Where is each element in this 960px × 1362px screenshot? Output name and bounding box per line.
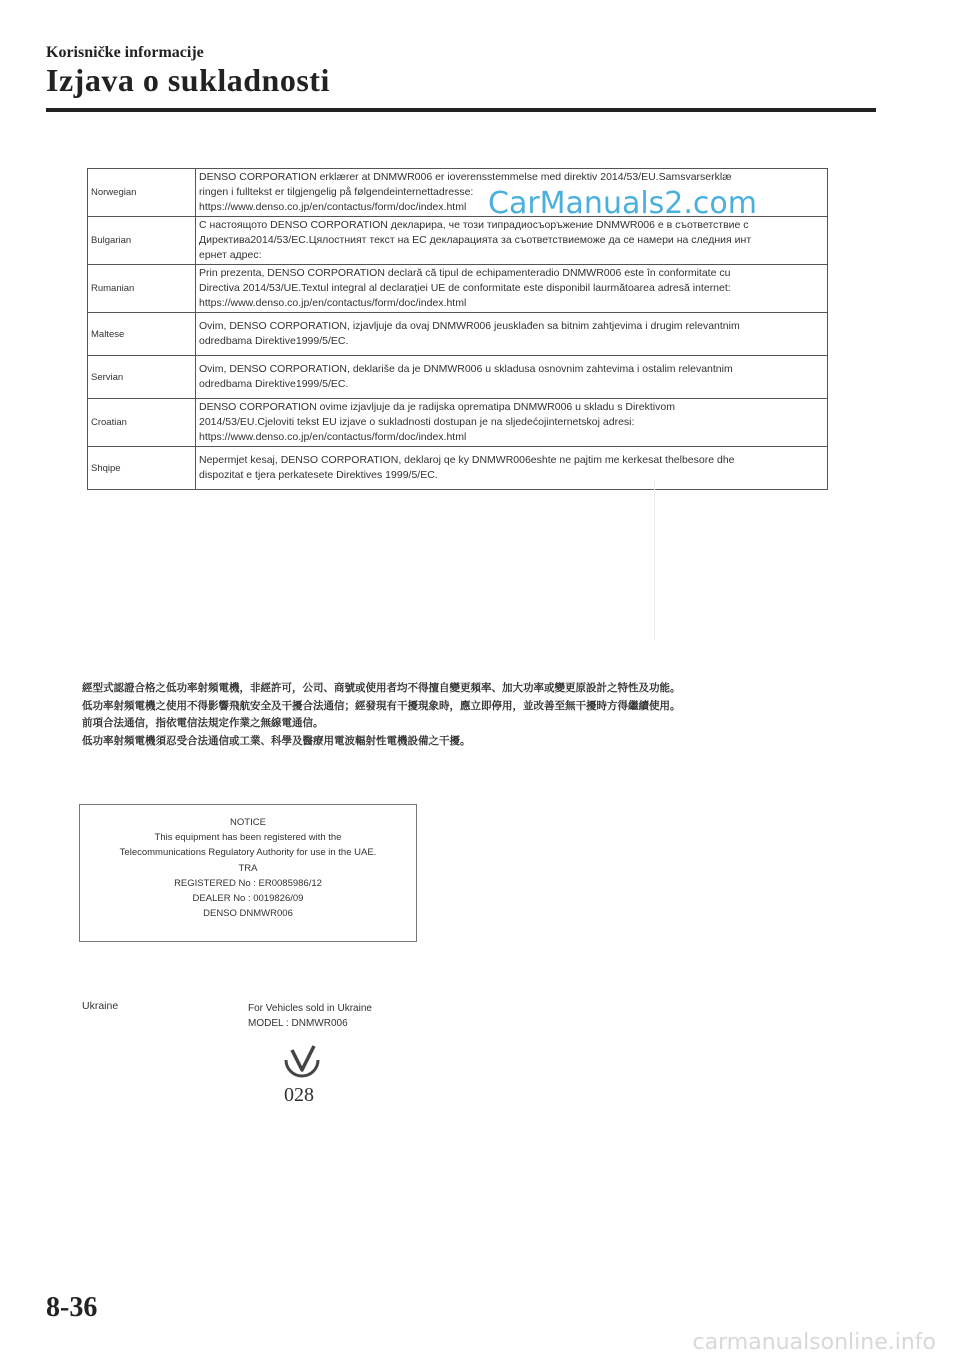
declaration-line: odredbama Direktive1999/5/EC. [199, 335, 349, 347]
chinese-notice-line: 經型式認證合格之低功率射頻電機，非經許可，公司、商號或使用者均不得擅自變更頻率、加大功率或變更原設計之特性及功能。 [82, 682, 681, 694]
uae-notice-line: Telecommunications Regulatory Authority for use in the UAE. [119, 847, 377, 859]
title-rule [46, 108, 876, 112]
page-title: Izjava o sukladnosti [46, 62, 330, 98]
divider [654, 480, 655, 640]
declaration-line: ringen i fulltekst er tilgjengelig på følgendeinternettadresse: [199, 186, 474, 198]
declaration-line: DENSO CORPORATION ovime izjavljuje da je radijska oprematipa DNMWR006 u skladu s Direktivom [199, 401, 675, 413]
declaration-row [88, 265, 828, 313]
ukraine-mark-code: 028 [284, 1084, 314, 1106]
declaration-line: 2014/53/EU.Cjeloviti tekst EU izjave o sukladnosti dostupan je na sljedećojinternetskoj adresi: [199, 416, 635, 428]
ukraine-conformity-mark-icon [278, 1040, 326, 1080]
declaration-language: Rumanian [88, 265, 196, 313]
declaration-line: Ovim, DENSO CORPORATION, izjavljuje da ovaj DNMWR006 jeusklađen sa bitnim zahtjevima i drugim relevantnim [199, 320, 740, 332]
declaration-line: Директива2014/53/ЕС.Цялостният текст на ЕС декларацията за съответствиеможе да се намери на следния инт [199, 234, 752, 246]
declaration-text [196, 399, 828, 447]
declaration-line: Prin prezenta, DENSO CORPORATION declară că tipul de echipamenteradio DNMWR006 este în conformitate cu [199, 267, 731, 279]
declaration-language: Maltese [88, 313, 196, 356]
uae-notice-line: TRA [238, 862, 258, 874]
declaration-text [196, 265, 828, 313]
declaration-line: odredbama Direktive1999/5/EC. [199, 378, 349, 390]
declaration-language: Servian [88, 356, 196, 399]
declaration-row [88, 217, 828, 265]
ukraine-label: Ukraine [82, 1000, 119, 1012]
declaration-language: Bulgarian [88, 217, 196, 265]
chinese-notice-line: 低功率射頻電機須忍受合法通信或工業、科學及醫療用電波輻射性電機設備之干擾。 [82, 734, 471, 747]
declaration-line: https://www.denso.co.jp/en/contactus/form/doc/index.html [199, 431, 467, 443]
declaration-line: https://www.denso.co.jp/en/contactus/form/doc/index.html [199, 297, 467, 309]
chinese-notice-line: 前項合法通信，指依電信法規定作業之無線電通信。 [82, 717, 324, 729]
declaration-text [196, 356, 828, 399]
uae-notice-line: DEALER No : 0019826/09 [192, 893, 304, 905]
ukraine-info-line: For Vehicles sold in Ukraine [248, 1003, 372, 1014]
declaration-row [88, 356, 828, 399]
declaration-line: Nepermjet kesaj, DENSO CORPORATION, deklaroj qe ky DNMWR006eshte ne pajtim me kerkesat thelbesore dhe [199, 454, 735, 466]
declaration-text [196, 217, 828, 265]
declaration-line: С настоящото DENSO CORPORATION декларира, че този типрадиосъоръжение DNMWR006 е в съответствие с [199, 219, 749, 231]
uae-notice-line: DENSO DNMWR006 [203, 908, 293, 920]
declaration-line: https://www.denso.co.jp/en/contactus/form/doc/index.html [199, 201, 467, 213]
watermark-carmanuals2: CarManuals2.com [488, 186, 758, 221]
uae-notice-heading: NOTICE [230, 817, 266, 828]
chinese-notice-line: 低功率射頻電機之使用不得影響飛航安全及干擾合法通信；經發現有干擾現象時，應立即停用，並改善至無干擾時方得繼續使用。 [82, 699, 681, 712]
ukraine-info-line: MODEL : DNMWR006 [248, 1018, 348, 1029]
declaration-row [88, 399, 828, 447]
uae-notice-line: This equipment has been registered with the [154, 832, 342, 844]
declaration-line: DENSO CORPORATION erklærer at DNMWR006 er ioverensstemmelse med direktiv 2014/53/EU.Samsvarserklæ [199, 171, 732, 183]
footer-watermark: carmanualsonline.info [692, 1330, 936, 1355]
declaration-language: Croatian [88, 399, 196, 447]
declaration-line: dispozitat e tjera perkatesete Direktives 1999/5/EC. [199, 469, 438, 481]
declaration-language: Shqipe [88, 447, 196, 490]
declaration-line: Directiva 2014/53/UE.Textul integral al declarației UE de conformitate este disponibil laurmătoarea adresă internet: [199, 282, 731, 294]
uae-notice-line: REGISTERED No : ER0085986/12 [174, 877, 322, 889]
declaration-text [196, 447, 828, 490]
declaration-language: Norwegian [88, 169, 196, 217]
uae-notice-box [79, 804, 417, 942]
declaration-line: ернет адрес: [199, 249, 262, 261]
declaration-row [88, 313, 828, 356]
declaration-text [196, 313, 828, 356]
page-number: 8-36 [46, 1292, 98, 1323]
chinese-notice [82, 680, 782, 750]
section-label: Korisničke informacije [46, 44, 204, 61]
ukraine-info [248, 1001, 372, 1031]
declaration-line: Ovim, DENSO CORPORATION, deklariše da je DNMWR006 u skladusa osnovnim zahtevima i ostalim relevantnim [199, 363, 733, 375]
declaration-row [88, 447, 828, 490]
